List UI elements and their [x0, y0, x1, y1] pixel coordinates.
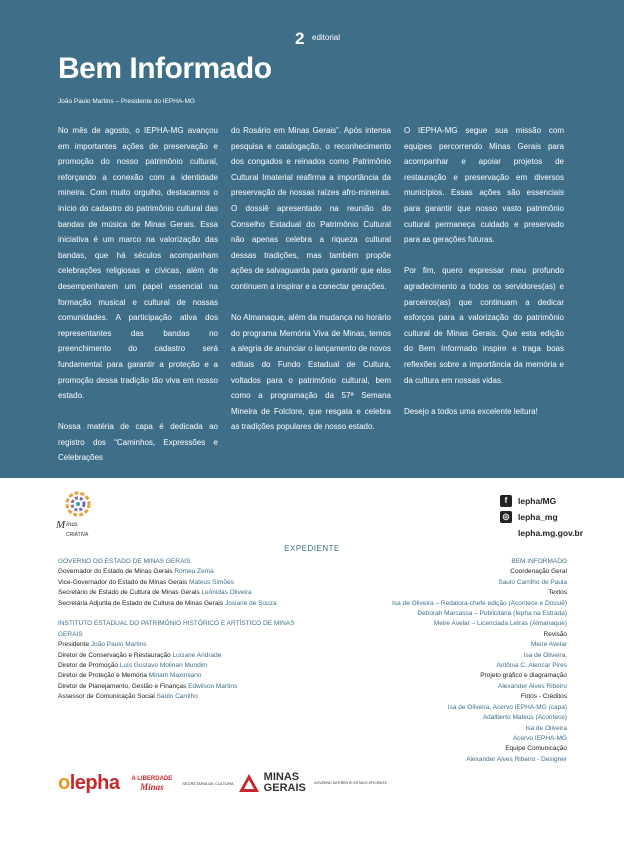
- secretaria-cultura-logo: SECRETARIA DE CULTURA: [182, 780, 234, 786]
- credit-line: [58, 692, 318, 702]
- credit-name: Josiane de Souza: [224, 599, 277, 607]
- credits-section-title: GOVERNO DO ESTADO DE MINAS GERAIS: [58, 558, 191, 565]
- page-number: 2: [295, 29, 305, 48]
- credits-section-title: BEM INFORMADO: [511, 558, 567, 565]
- credit-line: [58, 651, 318, 661]
- paragraph: No mês de agosto, o IEPHA-MG avançou em importantes ações de preservação e promoção do nosso patrimônio cultural, reforçando a conexão com a identidade mineira. Com muito orgulho, destacamos o início do cadastro do patrimônio cultural das bandas de música de Minas Gerais. Essa iniciativa é um marco na valorização das bandas, que há séculos acompanham celebrações religiosas e cívicas, além de desempenharem um papel essencial na formação musical e cultural de nossas comunidades. A participação ativa dos representantes das bandas no preenchimento do cadastro será fundamental para garantir a proteção e a promoção dessa tradição tão viva em nosso estado.: [58, 126, 218, 401]
- svg-text:inas: inas: [66, 520, 78, 528]
- credit-name: Miriam Maximiano: [148, 672, 202, 680]
- text-column-3: [404, 123, 564, 435]
- credit-name: Saulo Carrilho: [156, 693, 198, 701]
- credit-name: Edwilson Martins: [188, 682, 238, 690]
- credit-role: Revisão: [543, 630, 567, 638]
- instagram-icon: ◎: [500, 511, 512, 523]
- spacer: [58, 609, 318, 619]
- credit-role: Diretor de Proteção e Memória: [58, 672, 149, 680]
- social-links: [500, 493, 583, 541]
- credit-role: Diretor de Conservação e Restauração: [58, 651, 173, 659]
- website-link[interactable]: lepha.mg.gov.br: [518, 528, 584, 538]
- minas-gerais-logo: MINAS GERAIS: [263, 771, 306, 794]
- credit-name: Leônidas Oliveira: [201, 589, 252, 597]
- credit-name: Isa de Oliveira,: [523, 651, 567, 659]
- credit-line: [58, 567, 318, 577]
- credits-left: [58, 557, 318, 703]
- credit-name: Antônia C. Alencar Pires: [496, 662, 567, 670]
- credit-role: Assessor de Comunicação Social: [58, 693, 157, 701]
- credit-name: Isa de Oliveira: [525, 724, 567, 732]
- text-column-2: [231, 123, 391, 450]
- footer-logos: [58, 770, 387, 796]
- credit-role: Diretor de Planejamento, Gestão e Finanças: [58, 682, 189, 690]
- credit-name: Romeu Zema: [174, 568, 214, 576]
- credit-name: João Paulo Martins: [90, 641, 147, 649]
- credit-name: Isa de Oliveira – Redatora-chefe edição (Acontece e Dossiê): [392, 599, 567, 607]
- credit-name: Alexander Alves Ribeiro: [497, 682, 567, 690]
- facebook-icon: f: [500, 495, 512, 507]
- credit-role: Governador do Estado de Minas Gerais: [58, 568, 175, 576]
- credits-section-title: INSTITUTO ESTADUAL DO PATRIMÔNIO HISTÓRICO E ARTÍSTICO DE MINAS GERAIS: [58, 620, 295, 638]
- credit-role: Coordenação Geral: [510, 568, 567, 576]
- svg-text:M: M: [56, 519, 66, 531]
- credit-role: Projeto gráfico e diagramação: [480, 672, 567, 680]
- paragraph: No Almanaque, além da mudança no horário do programa Memória Viva de Minas, temos a alegria de anunciar o lançamento de novos editais do Fundo Estadual de Cultura, voltados para o patrimônio cultural, bem como a programação da 57ª Semana Mineira de Folclore, que resgata e celebra as tradições populares de nosso estado.: [231, 313, 391, 432]
- credit-role: Vice-Governador do Estado de Minas Gerais: [58, 578, 190, 586]
- paragraph: Por fim, quero expressar meu profundo agradecimento a todos os servidores(as) e parceiros(as) que continuam a dedicar esforços para a valorização do patrimônio cultural de Minas Gerais. Que esta edição do Bem Informado inspire e traga boas reflexões sobre a importância da memória e da cultura em nossas vidas.: [404, 266, 564, 385]
- instagram-link[interactable]: [500, 509, 583, 525]
- credit-line: [58, 578, 318, 588]
- instagram-handle: lepha_mg: [518, 512, 558, 522]
- credit-name: Saulo Carrilho de Paula: [498, 578, 567, 586]
- section-label: editorial: [312, 33, 341, 42]
- facebook-handle: lepha/MG: [518, 496, 557, 506]
- credit-role: Secretária Adjunta de Estado de Cultura de Minas Gerais: [58, 599, 225, 607]
- paragraph: do Rosário em Minas Gerais”. Após intensa pesquisa e catalogação, o reconhecimento dos congados e reinados como Patrimônio Cultural Imaterial reafirma a importância da preservação de nossas raízes afro-mineiras. O dossiê apresentado na reunião do Conselho Estadual do Patrimônio Cultural não apenas celebra a riqueza cultural dessas tradições, mas também propõe ações de salvaguarda para garantir que elas continuem a inspirar e a conectar gerações.: [231, 126, 391, 291]
- credit-name: Luís Gustavo Molinari Mundim: [119, 662, 208, 670]
- paragraph: Desejo a todos uma excelente leitura!: [404, 406, 538, 416]
- credit-line: [58, 661, 318, 671]
- liberdade-logo: A LIBERDADE Minas: [131, 776, 173, 792]
- credit-line: [58, 599, 318, 609]
- governo-tagline: GOVERNO DIFERENTE ESTADO EFICIENTE: [313, 780, 387, 785]
- svg-text:CRIATIVA: CRIATIVA: [66, 532, 89, 538]
- credit-name: Alexander Alves Ribeiro - Designer: [466, 755, 567, 763]
- credit-role: Secretário de Estado de Cultura de Minas Gerais: [58, 589, 202, 597]
- minas-criativa-icon: [52, 490, 112, 540]
- paragraph: Nossa matéria de capa é dedicada ao registro dos “Caminhos, Expressões e Celebrações: [58, 422, 218, 463]
- text-column-1: [58, 123, 218, 482]
- credit-name: Acervo IEPHA-MG: [512, 734, 567, 742]
- credit-line: [58, 588, 318, 598]
- credit-role: Fotos - Créditos: [520, 693, 567, 701]
- credit-line: [58, 640, 318, 650]
- credit-name: Deborah Marcassa – Publicitária (Iepha na Estrada): [417, 610, 567, 618]
- paragraph: O IEPHA-MG segue sua missão com equipes percorrendo Minas Gerais para acompanhar e apoiar projetos de restauração e preservação em diversos municípios. Essas ações são essenciais para garantir que nosso vasto patrimônio cultural permaneça cuidado e preservado para as gerações futuras.: [404, 126, 564, 245]
- byline: João Paulo Martins – Presidente do IEPHA-MG: [58, 98, 195, 105]
- credit-role: Textos: [548, 589, 567, 597]
- page-title: Bem Informado: [58, 52, 272, 85]
- minas-gerais-triangle-icon: [238, 773, 260, 793]
- credit-name: Luciane Andrade: [172, 651, 222, 659]
- expediente-title: EXPEDIENTE: [284, 544, 340, 553]
- credit-name: Meire Avelar: [530, 641, 567, 649]
- iepha-logo: olepha: [58, 771, 120, 794]
- credits-right: [307, 557, 567, 765]
- credit-name: Mateus Simões: [189, 578, 234, 586]
- credit-name: Isa de Oliveira, Acervo IEPHA-MG (capa): [447, 703, 567, 711]
- credit-line: [58, 671, 318, 681]
- facebook-link[interactable]: [500, 493, 583, 509]
- minas-criativa-logo: [52, 490, 112, 540]
- credit-role: Presidente: [58, 641, 91, 649]
- credit-name: Adalberto Mateus (Acontece): [482, 714, 567, 722]
- credit-name: Meire Avelar – Licenciada Letras (Almanaque): [433, 620, 567, 628]
- credit-role: Diretor de Promoção: [58, 662, 120, 670]
- credit-line: [58, 682, 318, 692]
- credit-role: Equipe Comunicação: [505, 745, 567, 753]
